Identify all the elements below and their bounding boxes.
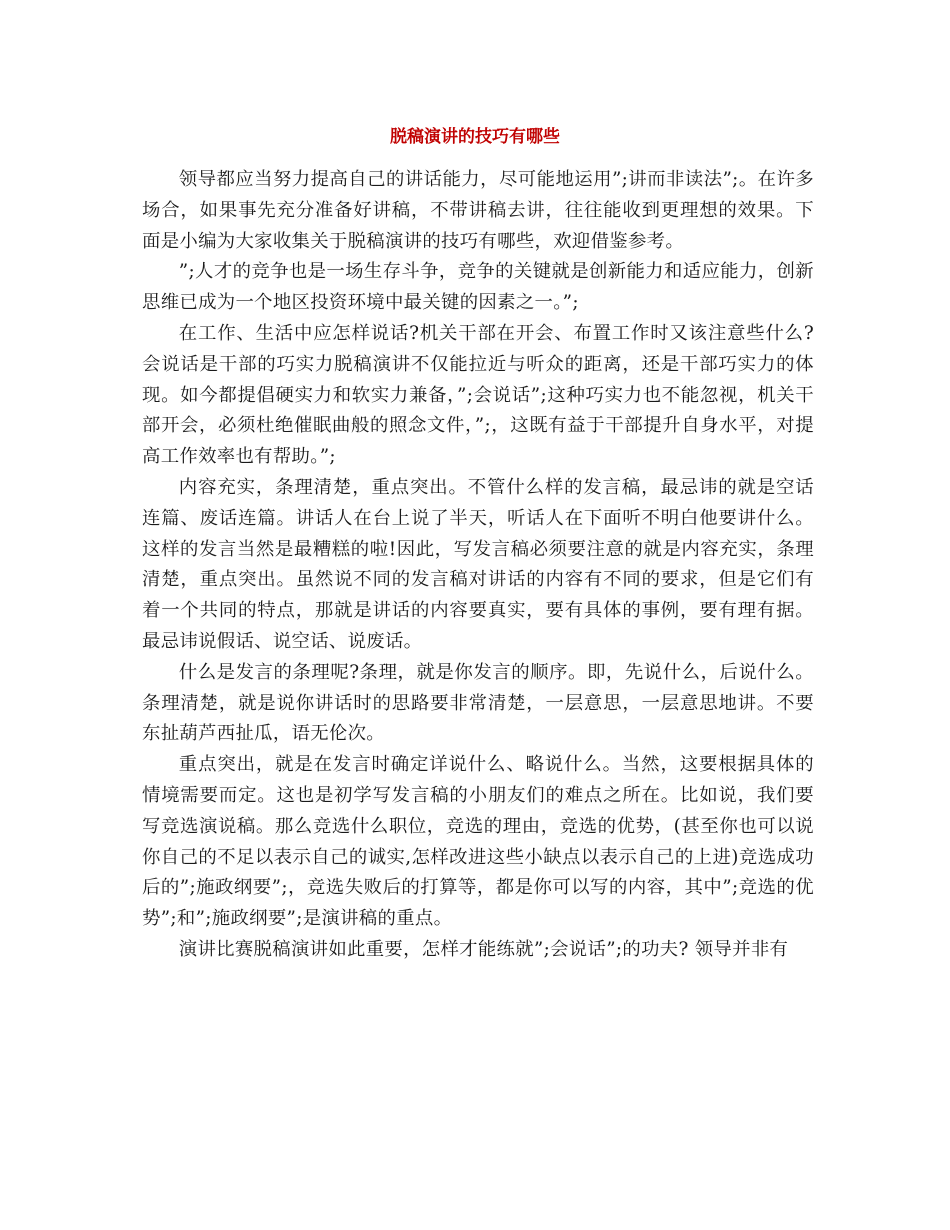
paragraph: 重点突出，就是在发言时确定详说什么、略说什么。当然，这要根据具体的情境需要而定。这也是初学写发言稿的小朋友们的难点之所在。比如说，我们要写竞选演说稿。那么竞选什么职位，竞选的理由，竞选的优势，(甚至你也可以说你自己的不足以表示自己的诚实,怎样改进这些小缺点以表示自己的上进)竞选成功后的”;施政纲要”;，竞选失败后的打算等，都是你可以写的内容，其中”;竞选的优势”;和”;施政纲要”;是演讲稿的重点。 [142,754,814,930]
paragraph: 什么是发言的条理呢?条理，就是你发言的顺序。即，先说什么，后说什么。条理清楚，就是说你讲话时的思路要非常清楚，一层意思，一层意思地讲。不要东扯葫芦西扯瓜，语无伦次。 [142,661,814,745]
paragraph: 演讲比赛脱稿演讲如此重要，怎样才能练就”;会说话”;的功夫? 领导并非有 [178,938,789,960]
paragraph: ”;人才的竞争也是一场生存斗争，竞争的关键就是创新能力和适应能力，创新思维已成为一个地区投资环境中最关键的因素之一。”; [142,261,814,314]
document-title: 脱稿演讲的技巧有哪些 [390,127,560,147]
paragraph: 领导都应当努力提高自己的讲话能力，尽可能地运用”;讲而非读法”;。在许多场合，如果事先充分准备好讲稿，不带讲稿去讲，往往能收到更理想的效果。下面是小编为大家收集关于脱稿演讲的技巧有哪些，欢迎借鉴参考。 [142,169,814,252]
paragraph: 在工作、生活中应怎样说话?机关干部在开会、布置工作时又该注意些什么?会说话是干部的巧实力脱稿演讲不仅能拉近与听众的距离，还是干部巧实力的体现。如今都提倡硬实力和软实力兼备，”;会说话”;这种巧实力也不能忽视，机关干部开会，必须杜绝催眠曲般的照念文件，”;，这既有益于干部提升自身水平，对提高工作效率也有帮助。”; [142,322,814,468]
paragraph: 内容充实，条理清楚，重点突出。不管什么样的发言稿，最忌讳的就是空话连篇、废话连篇。讲话人在台上说了半天，听话人在下面听不明白他要讲什么。这样的发言当然是最糟糕的啦!因此，写发言稿必须要注意的就是内容充实，条理清楚，重点突出。虽然说不同的发言稿对讲话的内容有不同的要求，但是它们有着一个共同的特点，那就是讲话的内容要真实，要有具体的事例，要有理有据。最忌讳说假话、说空话、说废话。 [142,476,814,652]
document-body [142,165,814,966]
